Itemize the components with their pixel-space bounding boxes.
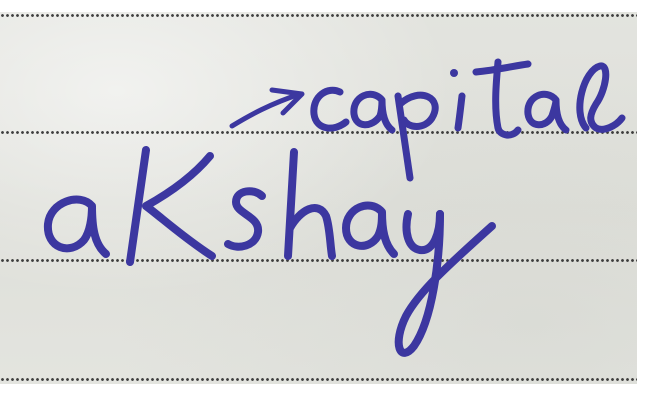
arrow-icon	[232, 90, 302, 126]
word-capital	[314, 62, 622, 178]
word-akshay	[48, 150, 492, 353]
